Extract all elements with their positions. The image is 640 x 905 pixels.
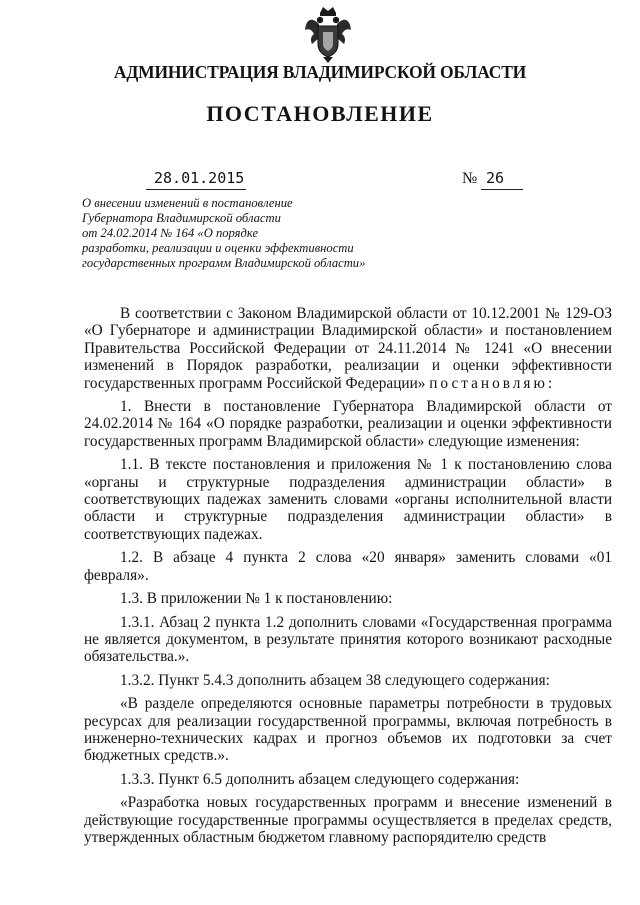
subject-line: государственных программ Владимирской области»	[82, 256, 366, 270]
number-underline	[481, 189, 523, 190]
paragraph-item-1-3-3: 1.3.3. Пункт 6.5 дополнить абзацем следующего содержания:	[120, 770, 520, 788]
subject-line: Губернатора Владимирской области	[82, 211, 281, 225]
paragraph-item-1: 1. Внести в постановление Губернатора Владимирской области от 24.02.2014 № 164 «О порядке разработки, реализации и оценки эффективности государственных программ Владимирской области» следующие изменения:	[84, 398, 612, 450]
date-underline	[146, 189, 246, 190]
document-body	[84, 305, 612, 852]
quoted-paragraph: «В разделе определяются основные параметры потребности в трудовых ресурсах для реализации государственной программы, включая потребность в инженерно-технических кадрах и прогноз объемов их подготовки за счет бюджетных средств.».	[84, 695, 612, 765]
number-label: №	[462, 170, 478, 187]
document-date: 28.01.2015	[154, 169, 245, 187]
coat-of-arms-icon	[303, 4, 353, 64]
document-subject	[82, 196, 402, 271]
document-type-title: ПОСТАНОВЛЕНИЕ	[206, 101, 434, 126]
paragraph-item-1-1: 1.1. В тексте постановления и приложения № 1 к постановлению слова «органы и структурные подразделения администрации области» в соответствующих падежах заменить словами «органы исполнительной власти области и структурные подразделения администрации области» в соответствующих падежах.	[84, 456, 612, 543]
paragraph-item-1-3-2: 1.3.2. Пункт 5.4.3 дополнить абзацем 38 следующего содержания:	[120, 671, 550, 689]
subject-line: разработки, реализации и оценки эффективности	[82, 241, 354, 255]
document-number: 26	[486, 169, 505, 187]
preamble-paragraph	[84, 305, 612, 392]
paragraph-item-1-3: 1.3. В приложении № 1 к постановлению:	[120, 590, 393, 608]
subject-line: от 24.02.2014 № 164 «О порядке	[82, 226, 259, 240]
paragraph-item-1-3-1: 1.3.1. Абзац 2 пункта 1.2 дополнить словами «Государственная программа не является документом, в результате принятия которого возникают расходные обязательства.».	[84, 613, 612, 666]
paragraph-item-1-2: 1.2. В абзаце 4 пункта 2 слова «20 января» заменить словами «01 февраля».	[84, 549, 612, 584]
quoted-paragraph: «Разработка новых государственных программ и внесение изменений в действующие государственные программы осуществляется в пределах средств, утвержденных областным бюджетом главному распорядителю средств	[84, 794, 612, 846]
organization-title: АДМИНИСТРАЦИЯ ВЛАДИМИРСКОЙ ОБЛАСТИ	[113, 62, 527, 82]
preamble-text: В соответствии с Законом Владимирской области от 10.12.2001 № 129-ОЗ «О Губернаторе и администрации Владимирской области» и постановлением Правительства Российской Федерации от 24.11.2014 № 1241 «О внесении изменений в Порядок разработки, реализации и оценки эффективности государственных программ Российской Федерации»	[84, 305, 612, 392]
subject-line: О внесении изменений в постановление	[82, 196, 293, 210]
decree-word: постановляю:	[429, 374, 556, 392]
